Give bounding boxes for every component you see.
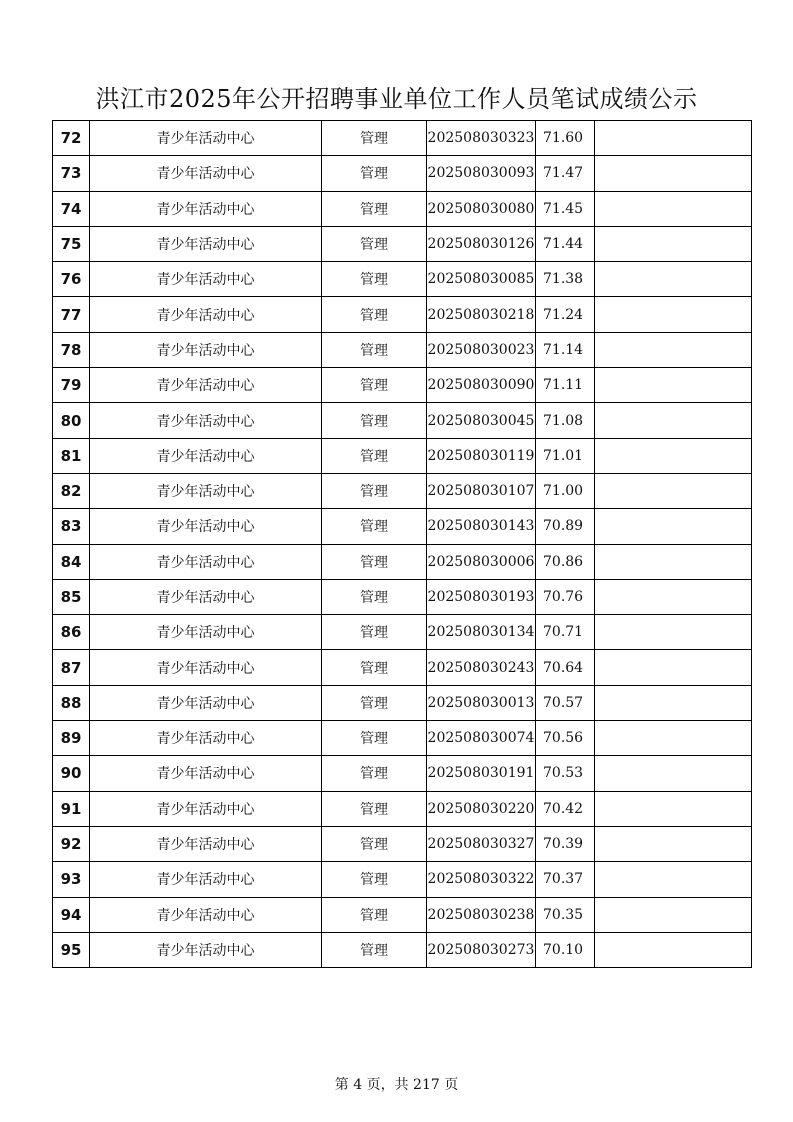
table-row <box>53 685 752 720</box>
post-type-cell: 管理 <box>322 756 427 791</box>
table-row <box>53 756 752 791</box>
ticket-number-cell: 202508030323 <box>427 121 536 156</box>
ticket-number-cell: 202508030134 <box>427 615 536 650</box>
row-number-cell: 79 <box>53 368 90 403</box>
ticket-number-cell: 202508030273 <box>427 932 536 967</box>
row-number-cell: 93 <box>53 862 90 897</box>
results-table <box>52 120 752 968</box>
exam-score-cell: 71.60 <box>536 121 595 156</box>
unit-name-cell: 青少年活动中心 <box>90 791 322 826</box>
unit-name-cell: 青少年活动中心 <box>90 756 322 791</box>
unit-name-cell: 青少年活动中心 <box>90 650 322 685</box>
page-footer: 第 4 页，共 217 页 <box>334 1077 459 1093</box>
row-number-cell: 92 <box>53 826 90 861</box>
table-row <box>53 403 752 438</box>
post-type-cell: 管理 <box>322 721 427 756</box>
post-type-cell: 管理 <box>322 297 427 332</box>
exam-score-cell: 71.08 <box>536 403 595 438</box>
row-number-cell: 78 <box>53 332 90 367</box>
table-row <box>53 226 752 261</box>
remark-cell <box>595 297 752 332</box>
post-type-cell: 管理 <box>322 226 427 261</box>
unit-name-cell: 青少年活动中心 <box>90 615 322 650</box>
remark-cell <box>595 403 752 438</box>
row-number-cell: 91 <box>53 791 90 826</box>
remark-cell <box>595 121 752 156</box>
post-type-cell: 管理 <box>322 897 427 932</box>
ticket-number-cell: 202508030006 <box>427 544 536 579</box>
exam-score-cell: 71.14 <box>536 332 595 367</box>
table-row <box>53 121 752 156</box>
row-number-cell: 73 <box>53 156 90 191</box>
remark-cell <box>595 721 752 756</box>
exam-score-cell: 71.11 <box>536 368 595 403</box>
ticket-number-cell: 202508030220 <box>427 791 536 826</box>
ticket-number-cell: 202508030327 <box>427 826 536 861</box>
exam-score-cell: 70.35 <box>536 897 595 932</box>
unit-name-cell: 青少年活动中心 <box>90 297 322 332</box>
row-number-cell: 82 <box>53 473 90 508</box>
ticket-number-cell: 202508030119 <box>427 438 536 473</box>
unit-name-cell: 青少年活动中心 <box>90 473 322 508</box>
remark-cell <box>595 932 752 967</box>
row-number-cell: 90 <box>53 756 90 791</box>
remark-cell <box>595 156 752 191</box>
row-number-cell: 72 <box>53 121 90 156</box>
unit-name-cell: 青少年活动中心 <box>90 226 322 261</box>
ticket-number-cell: 202508030238 <box>427 897 536 932</box>
ticket-number-cell: 202508030045 <box>427 403 536 438</box>
row-number-cell: 76 <box>53 262 90 297</box>
ticket-number-cell: 202508030191 <box>427 756 536 791</box>
results-table-body <box>53 121 752 968</box>
ticket-number-cell: 202508030107 <box>427 473 536 508</box>
exam-score-cell: 70.10 <box>536 932 595 967</box>
table-row <box>53 297 752 332</box>
exam-score-cell: 71.38 <box>536 262 595 297</box>
ticket-number-cell: 202508030013 <box>427 685 536 720</box>
table-row <box>53 615 752 650</box>
table-row <box>53 544 752 579</box>
post-type-cell: 管理 <box>322 932 427 967</box>
exam-score-cell: 71.01 <box>536 438 595 473</box>
exam-score-cell: 70.76 <box>536 579 595 614</box>
unit-name-cell: 青少年活动中心 <box>90 156 322 191</box>
exam-score-cell: 71.44 <box>536 226 595 261</box>
exam-score-cell: 71.24 <box>536 297 595 332</box>
ticket-number-cell: 202508030243 <box>427 650 536 685</box>
row-number-cell: 77 <box>53 297 90 332</box>
exam-score-cell: 70.37 <box>536 862 595 897</box>
unit-name-cell: 青少年活动中心 <box>90 579 322 614</box>
remark-cell <box>595 826 752 861</box>
remark-cell <box>595 650 752 685</box>
table-row <box>53 438 752 473</box>
exam-score-cell: 70.64 <box>536 650 595 685</box>
ticket-number-cell: 202508030074 <box>427 721 536 756</box>
ticket-number-cell: 202508030218 <box>427 297 536 332</box>
remark-cell <box>595 791 752 826</box>
table-row <box>53 332 752 367</box>
row-number-cell: 75 <box>53 226 90 261</box>
row-number-cell: 87 <box>53 650 90 685</box>
unit-name-cell: 青少年活动中心 <box>90 438 322 473</box>
exam-score-cell: 70.57 <box>536 685 595 720</box>
post-type-cell: 管理 <box>322 121 427 156</box>
table-row <box>53 897 752 932</box>
post-type-cell: 管理 <box>322 403 427 438</box>
table-row <box>53 791 752 826</box>
post-type-cell: 管理 <box>322 826 427 861</box>
remark-cell <box>595 509 752 544</box>
unit-name-cell: 青少年活动中心 <box>90 932 322 967</box>
table-row <box>53 191 752 226</box>
exam-score-cell: 70.42 <box>536 791 595 826</box>
post-type-cell: 管理 <box>322 191 427 226</box>
post-type-cell: 管理 <box>322 685 427 720</box>
row-number-cell: 88 <box>53 685 90 720</box>
post-type-cell: 管理 <box>322 544 427 579</box>
remark-cell <box>595 262 752 297</box>
table-row <box>53 156 752 191</box>
post-type-cell: 管理 <box>322 615 427 650</box>
post-type-cell: 管理 <box>322 438 427 473</box>
remark-cell <box>595 756 752 791</box>
unit-name-cell: 青少年活动中心 <box>90 897 322 932</box>
ticket-number-cell: 202508030322 <box>427 862 536 897</box>
exam-score-cell: 71.00 <box>536 473 595 508</box>
table-row <box>53 650 752 685</box>
exam-score-cell: 71.47 <box>536 156 595 191</box>
exam-score-cell: 70.53 <box>536 756 595 791</box>
post-type-cell: 管理 <box>322 791 427 826</box>
row-number-cell: 80 <box>53 403 90 438</box>
exam-score-cell: 70.89 <box>536 509 595 544</box>
remark-cell <box>595 579 752 614</box>
exam-score-cell: 71.45 <box>536 191 595 226</box>
remark-cell <box>595 332 752 367</box>
ticket-number-cell: 202508030193 <box>427 579 536 614</box>
remark-cell <box>595 191 752 226</box>
ticket-number-cell: 202508030090 <box>427 368 536 403</box>
post-type-cell: 管理 <box>322 862 427 897</box>
unit-name-cell: 青少年活动中心 <box>90 121 322 156</box>
unit-name-cell: 青少年活动中心 <box>90 332 322 367</box>
row-number-cell: 95 <box>53 932 90 967</box>
post-type-cell: 管理 <box>322 368 427 403</box>
table-row <box>53 262 752 297</box>
unit-name-cell: 青少年活动中心 <box>90 262 322 297</box>
ticket-number-cell: 202508030093 <box>427 156 536 191</box>
post-type-cell: 管理 <box>322 332 427 367</box>
table-row <box>53 826 752 861</box>
remark-cell <box>595 473 752 508</box>
row-number-cell: 86 <box>53 615 90 650</box>
unit-name-cell: 青少年活动中心 <box>90 544 322 579</box>
row-number-cell: 85 <box>53 579 90 614</box>
ticket-number-cell: 202508030143 <box>427 509 536 544</box>
row-number-cell: 83 <box>53 509 90 544</box>
remark-cell <box>595 544 752 579</box>
unit-name-cell: 青少年活动中心 <box>90 403 322 438</box>
table-row <box>53 473 752 508</box>
ticket-number-cell: 202508030080 <box>427 191 536 226</box>
row-number-cell: 84 <box>53 544 90 579</box>
row-number-cell: 94 <box>53 897 90 932</box>
unit-name-cell: 青少年活动中心 <box>90 685 322 720</box>
unit-name-cell: 青少年活动中心 <box>90 191 322 226</box>
remark-cell <box>595 368 752 403</box>
table-row <box>53 579 752 614</box>
remark-cell <box>595 615 752 650</box>
row-number-cell: 74 <box>53 191 90 226</box>
unit-name-cell: 青少年活动中心 <box>90 826 322 861</box>
table-row <box>53 932 752 967</box>
remark-cell <box>595 897 752 932</box>
remark-cell <box>595 438 752 473</box>
post-type-cell: 管理 <box>322 473 427 508</box>
remark-cell <box>595 862 752 897</box>
remark-cell <box>595 226 752 261</box>
exam-score-cell: 70.39 <box>536 826 595 861</box>
table-row <box>53 368 752 403</box>
post-type-cell: 管理 <box>322 579 427 614</box>
post-type-cell: 管理 <box>322 650 427 685</box>
ticket-number-cell: 202508030023 <box>427 332 536 367</box>
unit-name-cell: 青少年活动中心 <box>90 862 322 897</box>
unit-name-cell: 青少年活动中心 <box>90 509 322 544</box>
exam-score-cell: 70.86 <box>536 544 595 579</box>
post-type-cell: 管理 <box>322 156 427 191</box>
ticket-number-cell: 202508030126 <box>427 226 536 261</box>
row-number-cell: 89 <box>53 721 90 756</box>
unit-name-cell: 青少年活动中心 <box>90 721 322 756</box>
unit-name-cell: 青少年活动中心 <box>90 368 322 403</box>
table-row <box>53 862 752 897</box>
page-title: 洪江市2025年公开招聘事业单位工作人员笔试成绩公示 <box>95 85 698 113</box>
post-type-cell: 管理 <box>322 509 427 544</box>
post-type-cell: 管理 <box>322 262 427 297</box>
exam-score-cell: 70.71 <box>536 615 595 650</box>
remark-cell <box>595 685 752 720</box>
table-row <box>53 721 752 756</box>
row-number-cell: 81 <box>53 438 90 473</box>
table-row <box>53 509 752 544</box>
ticket-number-cell: 202508030085 <box>427 262 536 297</box>
exam-score-cell: 70.56 <box>536 721 595 756</box>
